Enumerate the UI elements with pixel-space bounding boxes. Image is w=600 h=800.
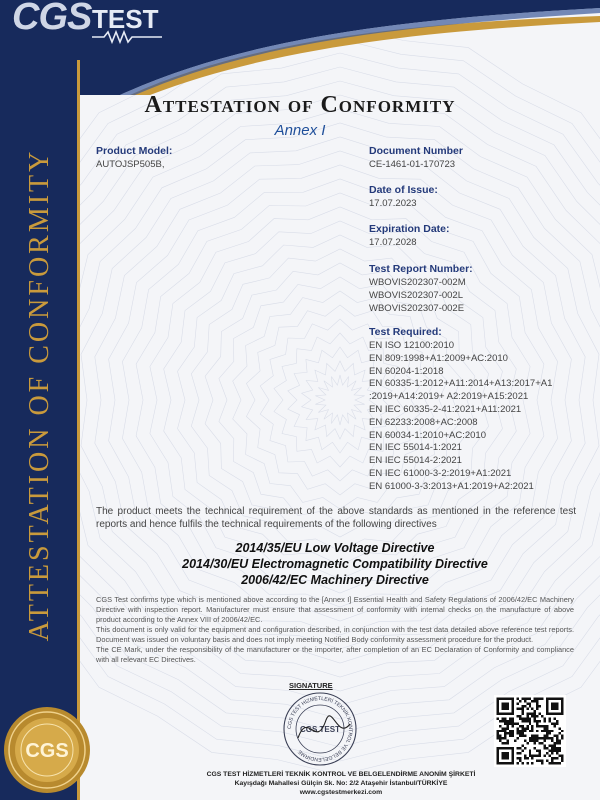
page-subtitle: Annex I: [274, 122, 326, 139]
test-standard-item: :2019+A14:2019+ A2:2019+A15:2021: [369, 391, 529, 403]
test-standard-item: EN IEC 55014-1:2021: [369, 442, 462, 454]
test-required-label: Test Required:: [369, 326, 442, 338]
page-title: Attestation of Conformity: [144, 92, 456, 118]
test-standard-item: EN ISO 12100:2010: [369, 340, 455, 351]
product-model-label: Product Model:: [96, 145, 173, 157]
test-standard-item: EN IEC 60335-2-41:2021+A11:2021: [369, 403, 522, 415]
fine-print-paragraph: This document is only valid for the equipment and configuration described, in conjunction with the test data detailed above reference test reports. Document was issued on voluntary basis and does not imply meeting Notified Body conformity assessment procedure for the product.: [96, 625, 574, 644]
logo-wave-icon: [92, 30, 162, 44]
test-standard-item: EN 60335-1:2012+A11:2014+A13:2017+A1: [369, 378, 553, 390]
signature-label: SIGNATURE: [289, 681, 333, 690]
expiration-date-value: 17.07.2028: [369, 237, 417, 248]
test-standard-item: EN 809:1998+A1:2009+AC:2010: [369, 352, 508, 364]
conformity-statement: The product meets the technical requirement of the above standards as mentioned in the reference test reports and hence fulfils the technical requirements of the following directives: [96, 506, 576, 530]
fine-print-paragraph: CGS Test confirms type which is mentioned above according to the [Annex I] Essential Health and Safety Regulations of 2006/42/EC Machinery Directive with inspection report. Manufacturer must ensure that assessment of conformity with internal checks on the manufacture of above product according to the Annex VIII of 2006/42/EC.: [96, 595, 574, 624]
svg-text:CGS TEST: CGS TEST: [299, 725, 341, 734]
footer-website[interactable]: www.cgstestmerkezi.com: [299, 789, 383, 796]
company-stamp-icon: [270, 690, 370, 768]
product-model-value: AUTOJSP505B,: [96, 159, 165, 170]
test-standard-item: EN IEC 55014-2:2021: [369, 455, 462, 467]
expiration-date-label: Expiration Date:: [369, 223, 450, 235]
issue-date-label: Date of Issue:: [369, 184, 438, 196]
svg-text:CGS: CGS: [25, 740, 69, 762]
directive-item: 2014/30/EU Electromagnetic Compatibility Directive: [182, 557, 488, 571]
test-report-item: WBOVIS202307-002L: [369, 289, 464, 301]
issue-date-value: 17.07.2023: [369, 198, 417, 209]
cgs-test-logo: [6, 0, 176, 50]
test-report-item: WBOVIS202307-002E: [369, 302, 465, 314]
test-report-list: [369, 277, 466, 315]
test-standard-item: EN 60204-1:2018: [369, 365, 444, 377]
logo-cgs-mark: CGS: [12, 0, 92, 38]
test-standard-item: EN 60034-1:2010+AC:2010: [369, 429, 486, 441]
guilloche-ring: [302, 361, 379, 439]
directive-item: 2006/42/EC Machinery Directive: [241, 573, 429, 587]
guilloche-ring: [315, 375, 364, 425]
logo-test-word: TEST: [92, 4, 159, 34]
svg-text:CGS TEST HİZMETLERİ TEKNİK KON: CGS TEST HİZMETLERİ TEKNİK KONTROL VE BELGELENDİRME: [286, 695, 354, 763]
directives-list: [0, 540, 600, 588]
test-report-item: WBOVIS202307-002M: [369, 277, 466, 288]
fine-print-paragraph: The CE Mark, under the responsibility of the manufacturer or the importer, after completion of an EC Declaration of Conformity and compliance with all relevant EC Directives.: [96, 645, 574, 664]
document-number-value: CE-1461-01-170723: [369, 159, 456, 170]
qr-code[interactable]: [494, 695, 566, 767]
side-vertical-title: ATTESTATION OF CONFORMITY: [24, 148, 55, 642]
test-standard-item: EN 61000-3-3:2013+A1:2019+A2:2021: [369, 480, 534, 492]
footer-address: Kayışdağı Mahallesi Gülçin Sk. No: 2/2 Ataşehir İstanbul/TÜRKİYE: [234, 780, 448, 787]
gold-seal-icon: [2, 705, 92, 795]
directive-item: 2014/35/EU Low Voltage Directive: [235, 541, 435, 555]
test-report-label: Test Report Number:: [369, 263, 473, 275]
test-required-list: [369, 340, 552, 494]
fine-print: [96, 595, 574, 665]
footer-company: CGS TEST HİZMETLERİ TEKNİK KONTROL VE BELGELENDİRME ANONİM ŞİRKETİ: [206, 771, 476, 778]
test-standard-item: EN IEC 61000-3-2:2019+A1:2021: [369, 467, 512, 479]
test-standard-item: EN 62233:2008+AC:2008: [369, 416, 478, 428]
document-number-label: Document Number: [369, 145, 463, 157]
